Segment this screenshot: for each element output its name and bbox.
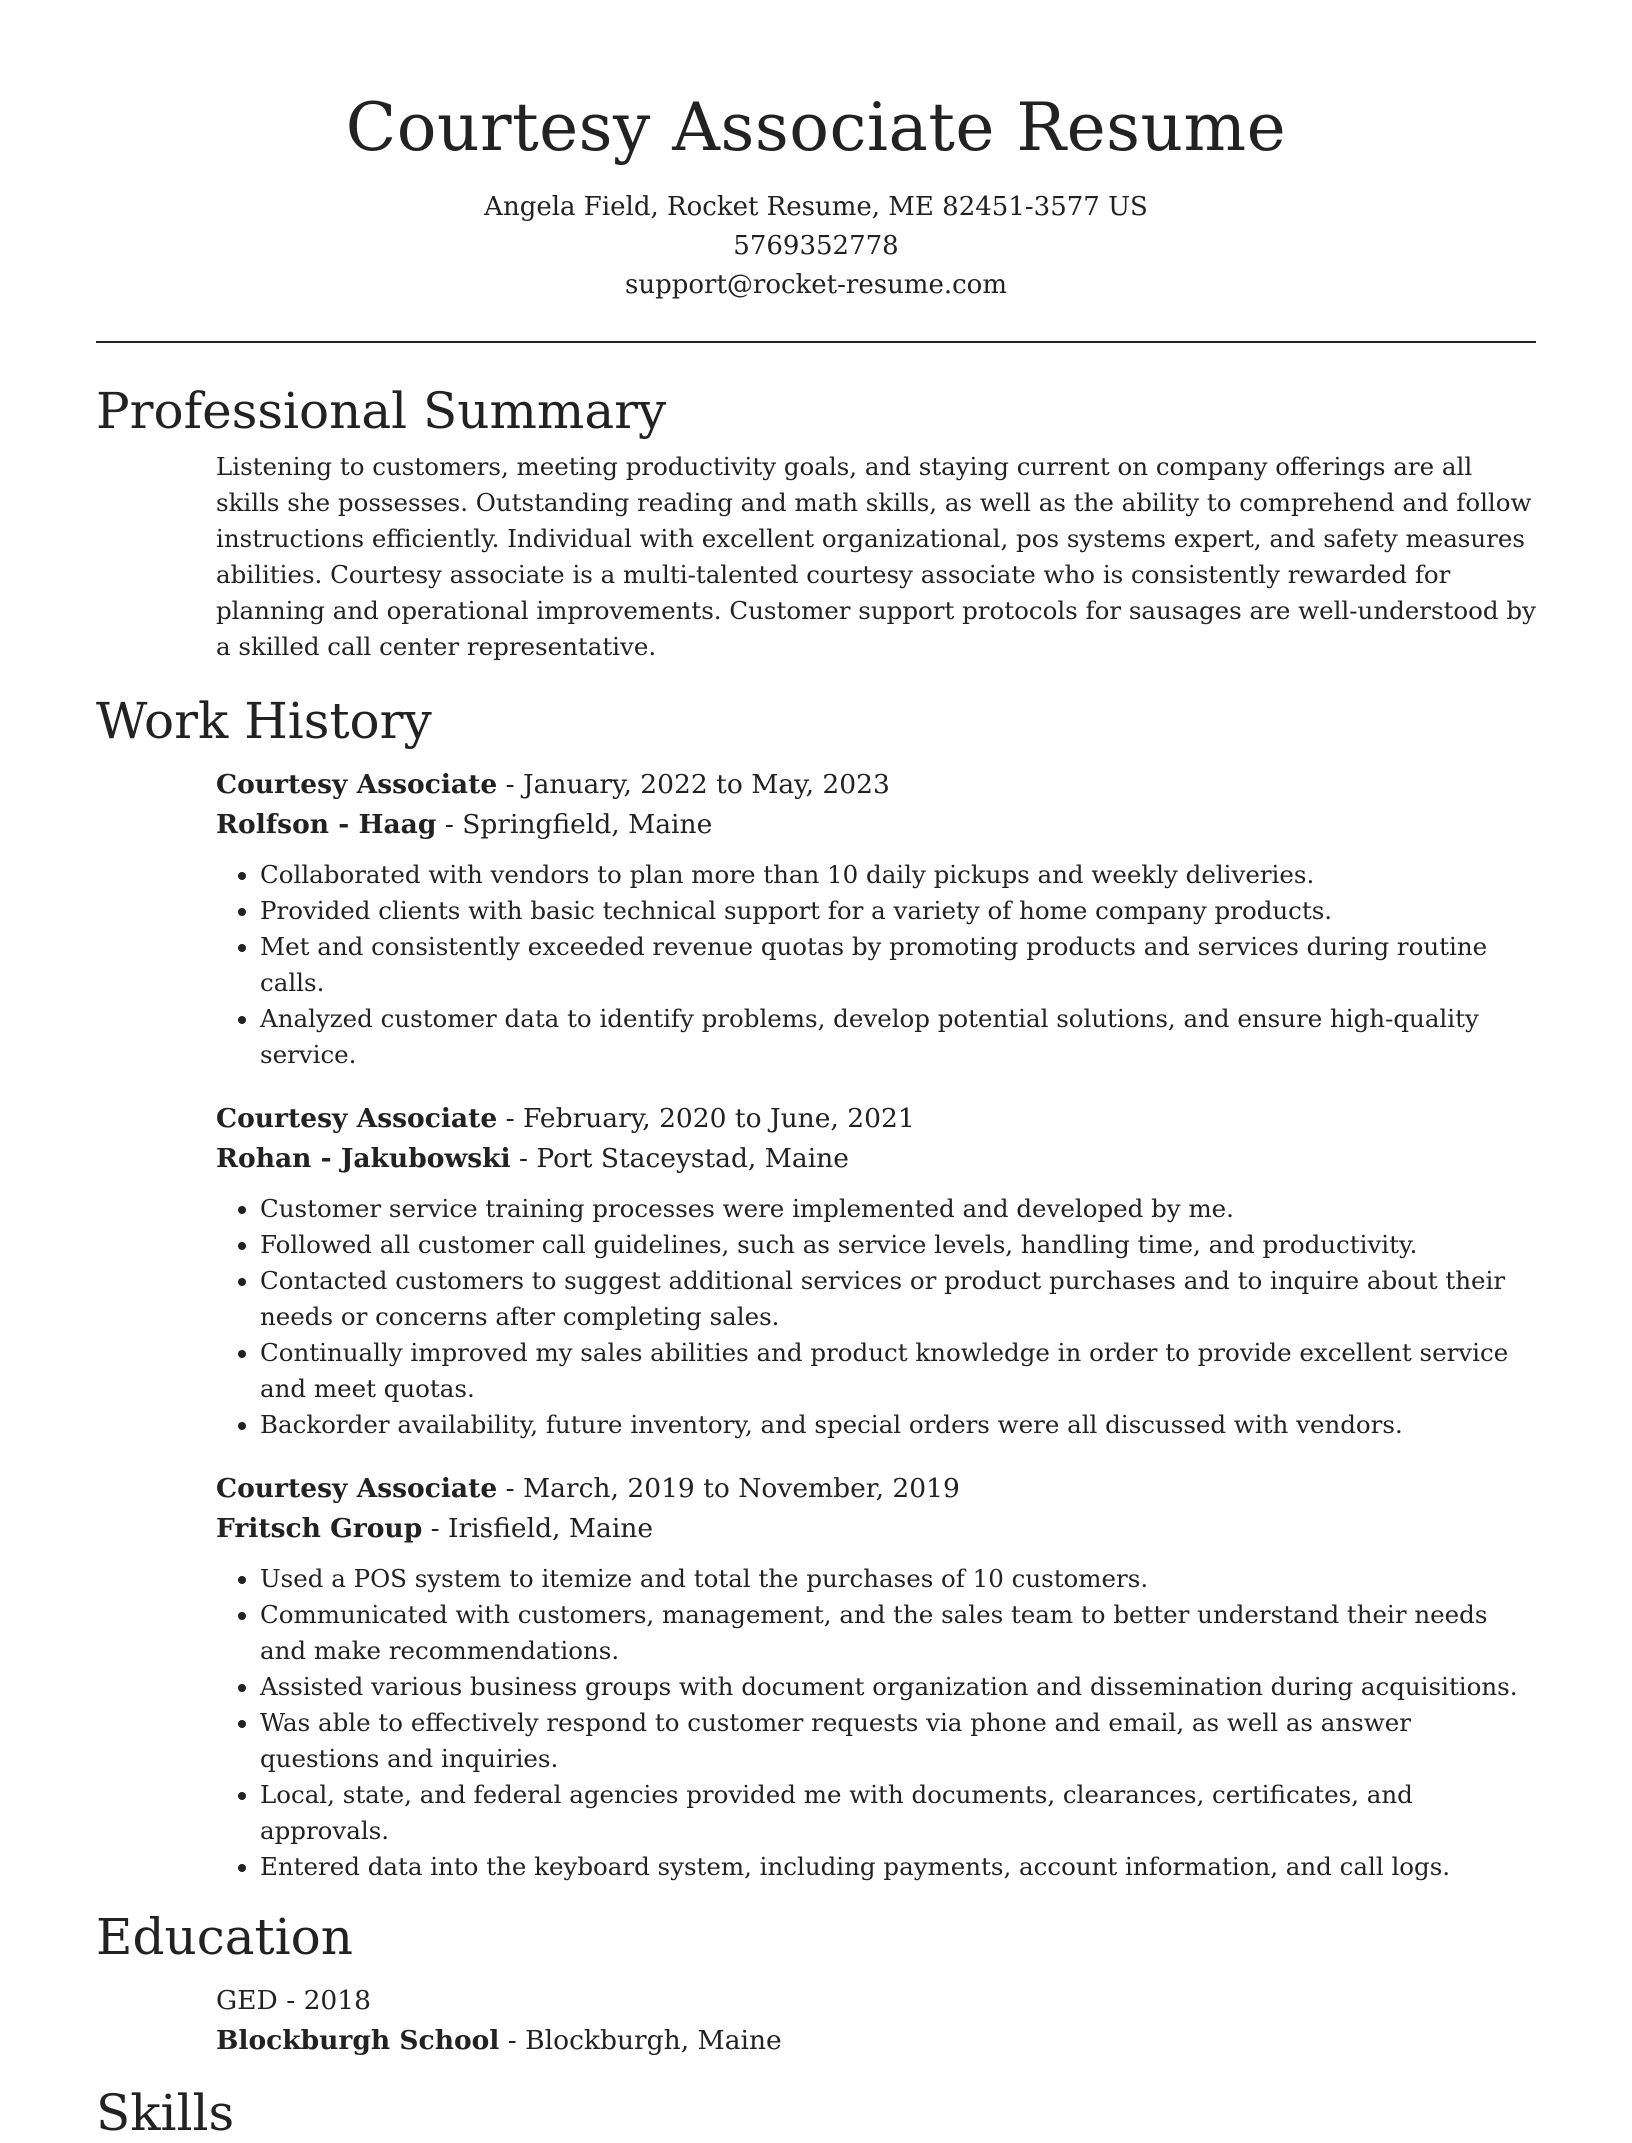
education-school: Blockburgh School bbox=[216, 2025, 500, 2056]
header-divider bbox=[96, 341, 1536, 343]
job-employer: Fritsch Group bbox=[216, 1513, 423, 1544]
job-bullet: • Analyzed customer data to identify problems, develop potential solutions, and ensure high-quality service. bbox=[260, 1001, 1536, 1073]
job-role: Courtesy Associate bbox=[216, 769, 498, 800]
job-bullet: • Communicated with customers, management, and the sales team to better understand their needs and make recommendations. bbox=[260, 1597, 1536, 1669]
education-location: - Blockburgh, Maine bbox=[499, 2025, 782, 2056]
contact-email: support@rocket-resume.com bbox=[624, 270, 1007, 300]
job-employer: Rohan - Jakubowski bbox=[216, 1143, 511, 1174]
skills-heading: Skills bbox=[96, 2084, 235, 2142]
job-bullet: • Customer service training processes were implemented and developed by me. bbox=[260, 1191, 1536, 1227]
job-bullet: • Backorder availability, future inventory, and special orders were all discussed with vendors. bbox=[260, 1407, 1536, 1443]
job-entry bbox=[216, 765, 1536, 1073]
job-title-line bbox=[216, 765, 1536, 805]
job-bullet: • Continually improved my sales abilities and product knowledge in order to provide excellent service and meet quotas. bbox=[260, 1335, 1536, 1407]
summary-text: Listening to customers, meeting productivity goals, and staying current on company offerings are all skills she possesses. Outstanding reading and math skills, as well as the ability to comprehend and follow instructions efficiently. Individual with excellent organizational, pos systems expert, and safety measures abilities. Courtesy associate is a multi-talented courtesy associate who is consistently rewarded for planning and operational improvements. Customer support protocols for sausages are well-understood by a skilled call center representative. bbox=[216, 452, 1536, 661]
job-employer-line bbox=[216, 1509, 1536, 1549]
job-entry bbox=[216, 1469, 1536, 1885]
job-dates: - February, 2020 to June, 2021 bbox=[497, 1103, 915, 1134]
job-dates: - March, 2019 to November, 2019 bbox=[497, 1473, 960, 1504]
job-role: Courtesy Associate bbox=[216, 1103, 498, 1134]
job-entry bbox=[216, 1099, 1536, 1443]
job-bullet: • Entered data into the keyboard system, including payments, account information, and call logs. bbox=[260, 1849, 1536, 1885]
job-employer-line bbox=[216, 1139, 1536, 1179]
contact-phone: 5769352778 bbox=[733, 231, 899, 261]
summary-heading: Professional Summary bbox=[96, 382, 667, 440]
summary-section bbox=[96, 381, 1536, 665]
contact-address: Angela Field, Rocket Resume, ME 82451-3577 US bbox=[484, 192, 1148, 222]
job-title-line bbox=[216, 1099, 1536, 1139]
education-section bbox=[96, 1907, 1536, 2061]
education-heading: Education bbox=[96, 1908, 353, 1966]
job-bullet: • Followed all customer call guidelines, such as service levels, handling time, and productivity. bbox=[260, 1227, 1536, 1263]
job-employer: Rolfson - Haag bbox=[216, 809, 437, 840]
job-location: - Port Staceystad, Maine bbox=[510, 1143, 849, 1174]
job-bullet: • Assisted various business groups with document organization and dissemination during acquisitions. bbox=[260, 1669, 1536, 1705]
education-degree-line bbox=[216, 1981, 1536, 2021]
contact-block bbox=[96, 188, 1536, 305]
resume-title: Courtesy Associate Resume bbox=[345, 89, 1287, 166]
job-title-line bbox=[216, 1469, 1536, 1509]
skills-section bbox=[96, 2083, 1536, 2143]
work-history-section bbox=[96, 691, 1536, 1885]
job-location: - Irisfield, Maine bbox=[422, 1513, 654, 1544]
job-bullet: • Used a POS system to itemize and total the purchases of 10 customers. bbox=[260, 1561, 1536, 1597]
job-bullet-list bbox=[216, 857, 1536, 1073]
work-history-heading: Work History bbox=[96, 692, 432, 750]
job-bullet: • Was able to effectively respond to customer requests via phone and email, as well as answer questions and inquiries. bbox=[260, 1705, 1536, 1777]
job-bullet: • Collaborated with vendors to plan more than 10 daily pickups and weekly deliveries. bbox=[260, 857, 1536, 893]
job-bullet: • Local, state, and federal agencies provided me with documents, clearances, certificates, and approvals. bbox=[260, 1777, 1536, 1849]
education-year: - 2018 bbox=[277, 1985, 372, 2016]
job-bullet: • Contacted customers to suggest additional services or product purchases and to inquire about their needs or concerns after completing sales. bbox=[260, 1263, 1536, 1335]
job-location: - Springfield, Maine bbox=[436, 809, 713, 840]
education-degree: GED bbox=[216, 1985, 278, 2016]
job-employer-line bbox=[216, 805, 1536, 845]
job-dates: - January, 2022 to May, 2023 bbox=[497, 769, 890, 800]
job-role: Courtesy Associate bbox=[216, 1473, 498, 1504]
resume-page bbox=[96, 0, 1536, 2143]
job-bullet-list bbox=[216, 1191, 1536, 1443]
job-bullet-list bbox=[216, 1561, 1536, 1885]
education-school-line bbox=[216, 2021, 1536, 2061]
job-bullet: • Provided clients with basic technical support for a variety of home company products. bbox=[260, 893, 1536, 929]
jobs-list bbox=[216, 765, 1536, 1885]
job-bullet: • Met and consistently exceeded revenue quotas by promoting products and services during routine calls. bbox=[260, 929, 1536, 1001]
